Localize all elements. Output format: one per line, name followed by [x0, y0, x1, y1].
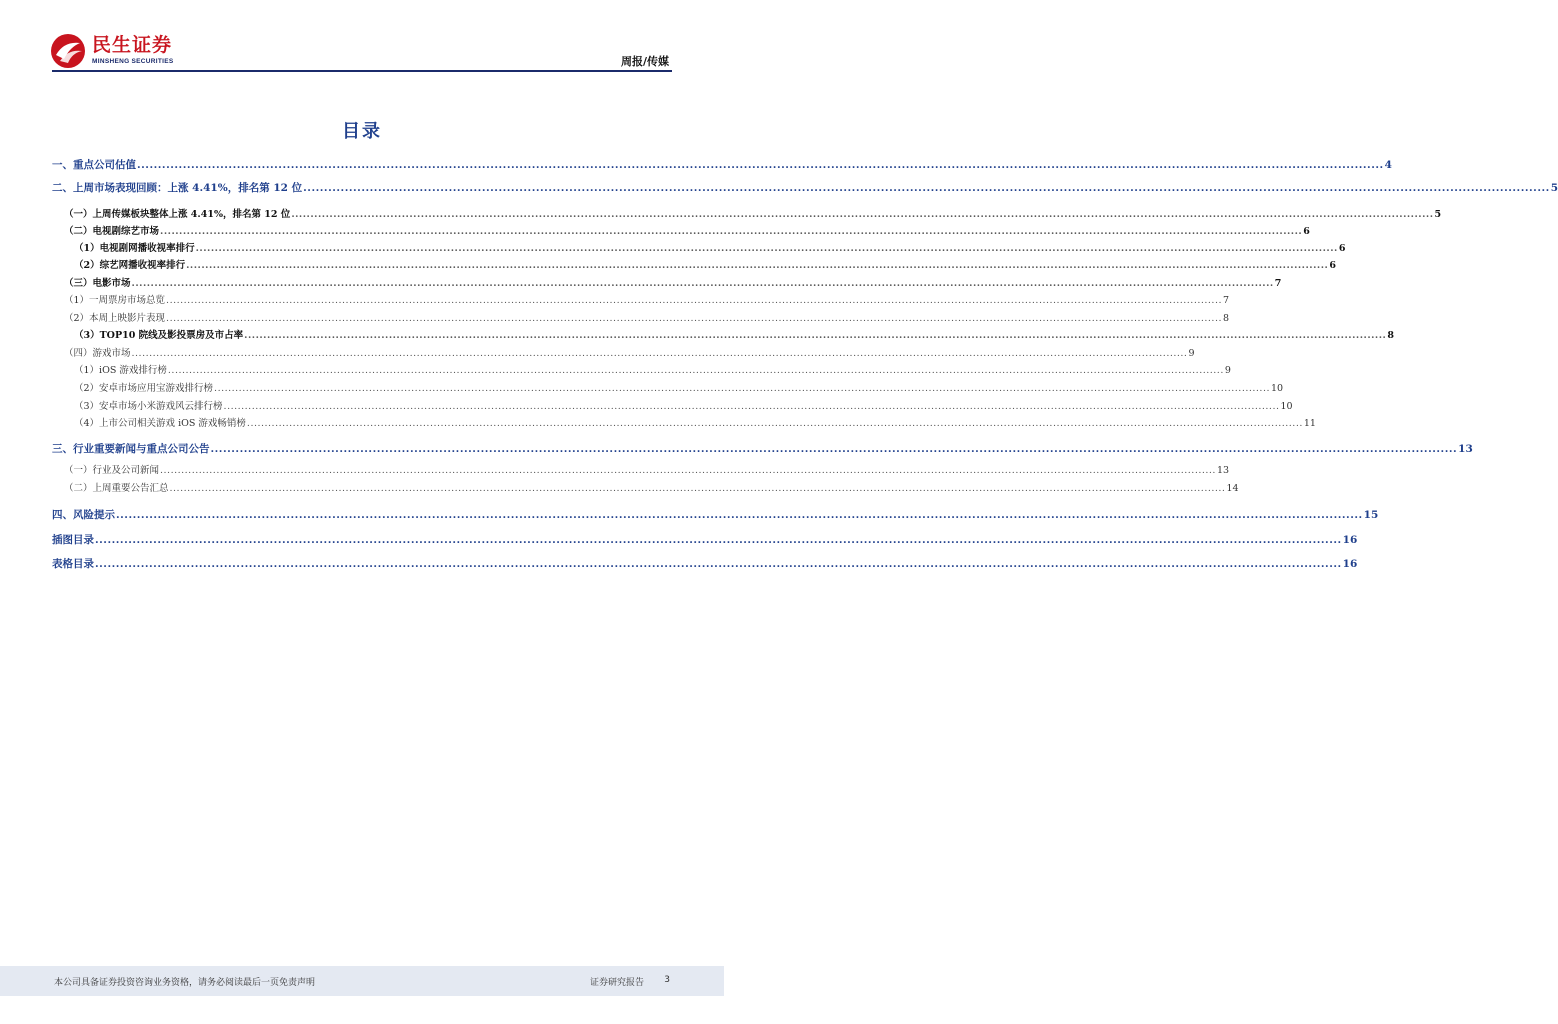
toc-leader-dots: ............................................................................................................................................................................................................................................................................................................ [166, 313, 1222, 324]
toc-entry-label: （1）iOS 游戏排行榜 [74, 365, 167, 376]
toc-leader-dots: ............................................................................................................................................................................................................................................................................................................ [160, 465, 1216, 476]
document-type: 周报/传媒 [620, 55, 669, 68]
toc-entry[interactable] [64, 311, 1230, 327]
footer-report-type: 证券研究报告 [589, 978, 644, 988]
toc-entry-label: 表格目录 [52, 558, 94, 570]
toc-entry-label: （四）游戏市场 [64, 348, 131, 359]
toc-leader-dots: ............................................................................................................................................................................................................................................................................................................ [195, 243, 1338, 254]
toc-entry[interactable] [64, 224, 1310, 240]
toc-entry-label: （2）综艺网播收视率排行 [74, 260, 186, 271]
toc-leader-dots: ............................................................................................................................................................................................................................................................................................................ [223, 401, 1280, 412]
footer-disclaimer: 本公司具备证券投资咨询业务资格，请务必阅读最后一页免责声明 [54, 978, 316, 988]
toc-leader-dots: ............................................................................................................................................................................................................................................................................................................ [95, 558, 1342, 570]
toc-entry[interactable] [64, 293, 1230, 309]
toc-leader-dots: ............................................................................................................................................................................................................................................................................................................ [166, 295, 1222, 306]
toc-entry-label: 四、风险提示 [52, 509, 115, 521]
toc-entry-page: 11 [1303, 418, 1316, 429]
toc-leader-dots: ............................................................................................................................................................................................................................................................................................................ [160, 226, 1303, 237]
toc-entry-page: 10 [1280, 401, 1293, 412]
toc-entry-page: 4 [1384, 159, 1392, 171]
toc-entry-page: 13 [1216, 465, 1230, 476]
toc-title: 目录 [342, 121, 382, 142]
toc-entry-page: 13 [1458, 443, 1473, 455]
toc-leader-dots: ............................................................................................................................................................................................................................................................................................................ [246, 418, 1303, 429]
toc-entry[interactable] [74, 258, 1336, 274]
toc-leader-dots: ............................................................................................................................................................................................................................................................................................................ [244, 330, 1387, 341]
toc-entry-label: 三、行业重要新闻与重点公司公告 [52, 443, 210, 455]
toc-leader-dots: ............................................................................................................................................................................................................................................................................................................ [131, 278, 1274, 289]
toc-entry-label: （二）上周重要公告汇总 [64, 483, 169, 494]
toc-entry-page: 7 [1222, 295, 1230, 306]
toc-entry-page: 14 [1226, 483, 1239, 494]
toc-entry[interactable] [52, 507, 1379, 523]
toc-entry[interactable] [74, 416, 1316, 432]
toc-leader-dots: ............................................................................................................................................................................................................................................................................................................ [186, 260, 1329, 271]
page-header [0, 0, 724, 74]
minsheng-logo-icon [50, 33, 86, 69]
toc-entry-page: 15 [1363, 509, 1379, 521]
toc-entry[interactable] [74, 241, 1346, 257]
page-number: 3 [664, 975, 670, 985]
toc-leader-dots: ............................................................................................................................................................................................................................................................................................................ [131, 348, 1188, 359]
toc-leader-dots: ............................................................................................................................................................................................................................................................................................................ [169, 483, 1226, 494]
toc-entry[interactable] [64, 276, 1282, 292]
toc-entry[interactable] [52, 157, 1392, 173]
toc-entry-page: 16 [1342, 558, 1358, 570]
toc-entry-label: （2）本周上映影片表现 [64, 313, 166, 324]
toc-leader-dots: ............................................................................................................................................................................................................................................................................................................ [167, 365, 1224, 376]
header-divider [52, 70, 672, 72]
toc-entry-label: 二、上周市场表现回顾：上涨 4.41%，排名第 12 位 [52, 182, 303, 194]
toc-entry[interactable] [74, 381, 1284, 397]
toc-entry-page: 8 [1387, 330, 1394, 341]
toc-entry-label: （1）一周票房市场总览 [64, 295, 166, 306]
toc-entry-page: 16 [1342, 534, 1358, 546]
toc-entry-label: （1）电视剧网播收视率排行 [74, 243, 195, 254]
toc-entry-label: 插图目录 [52, 534, 94, 546]
brand-name-cn: 民生证券 [92, 34, 173, 56]
toc-entry-page: 9 [1224, 365, 1231, 376]
toc-leader-dots: ............................................................................................................................................................................................................................................................................................................ [95, 534, 1342, 546]
toc-entry[interactable] [74, 363, 1231, 379]
toc-leader-dots: ............................................................................................................................................................................................................................................................................................................ [291, 209, 1434, 220]
toc-entry[interactable] [52, 532, 1358, 548]
toc-entry[interactable] [64, 346, 1195, 362]
toc-entry-label: （3）TOP10 院线及影投票房及市占率 [74, 330, 244, 341]
toc-entry-label: （4）上市公司相关游戏 iOS 游戏畅销榜 [74, 418, 246, 429]
toc-leader-dots: ............................................................................................................................................................................................................................................................................................................ [137, 159, 1384, 171]
toc-entry-page: 6 [1303, 226, 1310, 237]
toc-entry[interactable] [74, 399, 1293, 415]
toc-entry-label: 一、重点公司估值 [52, 159, 136, 171]
toc-entry-page: 5 [1434, 209, 1442, 220]
toc-entry-label: （三）电影市场 [64, 278, 131, 289]
toc-entry-label: （2）安卓市场应用宝游戏排行榜 [74, 383, 214, 394]
toc-entry[interactable] [64, 207, 1442, 223]
toc-entry-page: 8 [1222, 313, 1230, 324]
toc-leader-dots: ............................................................................................................................................................................................................................................................................................................ [210, 443, 1458, 455]
toc-entry-page: 6 [1338, 243, 1346, 254]
toc-entry-label: （一）上周传媒板块整体上涨 4.41%，排名第 12 位 [64, 209, 291, 220]
toc-entry-page: 10 [1270, 383, 1284, 394]
toc-entry[interactable] [74, 328, 1394, 344]
toc-entry[interactable] [52, 441, 1473, 457]
toc-entry[interactable] [64, 481, 1239, 497]
toc-entry[interactable] [52, 556, 1358, 572]
toc-leader-dots: ............................................................................................................................................................................................................................................................................................................ [303, 182, 1550, 194]
toc-entry-page: 6 [1329, 260, 1336, 271]
toc-entry-page: 7 [1274, 278, 1282, 289]
toc-entry-page: 9 [1188, 348, 1195, 359]
toc-entry-page: 5 [1550, 182, 1558, 194]
toc-entry[interactable] [64, 463, 1230, 479]
toc-leader-dots: ............................................................................................................................................................................................................................................................................................................ [116, 509, 1363, 521]
toc-entry-label: （二）电视剧综艺市场 [64, 226, 160, 237]
toc-leader-dots: ............................................................................................................................................................................................................................................................................................................ [214, 383, 1270, 394]
brand-name-en: MINSHENG SECURITIES [92, 58, 174, 65]
toc-entry[interactable] [52, 180, 1558, 196]
toc-entry-label: （3）安卓市场小米游戏风云排行榜 [74, 401, 223, 412]
toc-entry-label: （一）行业及公司新闻 [64, 465, 160, 476]
